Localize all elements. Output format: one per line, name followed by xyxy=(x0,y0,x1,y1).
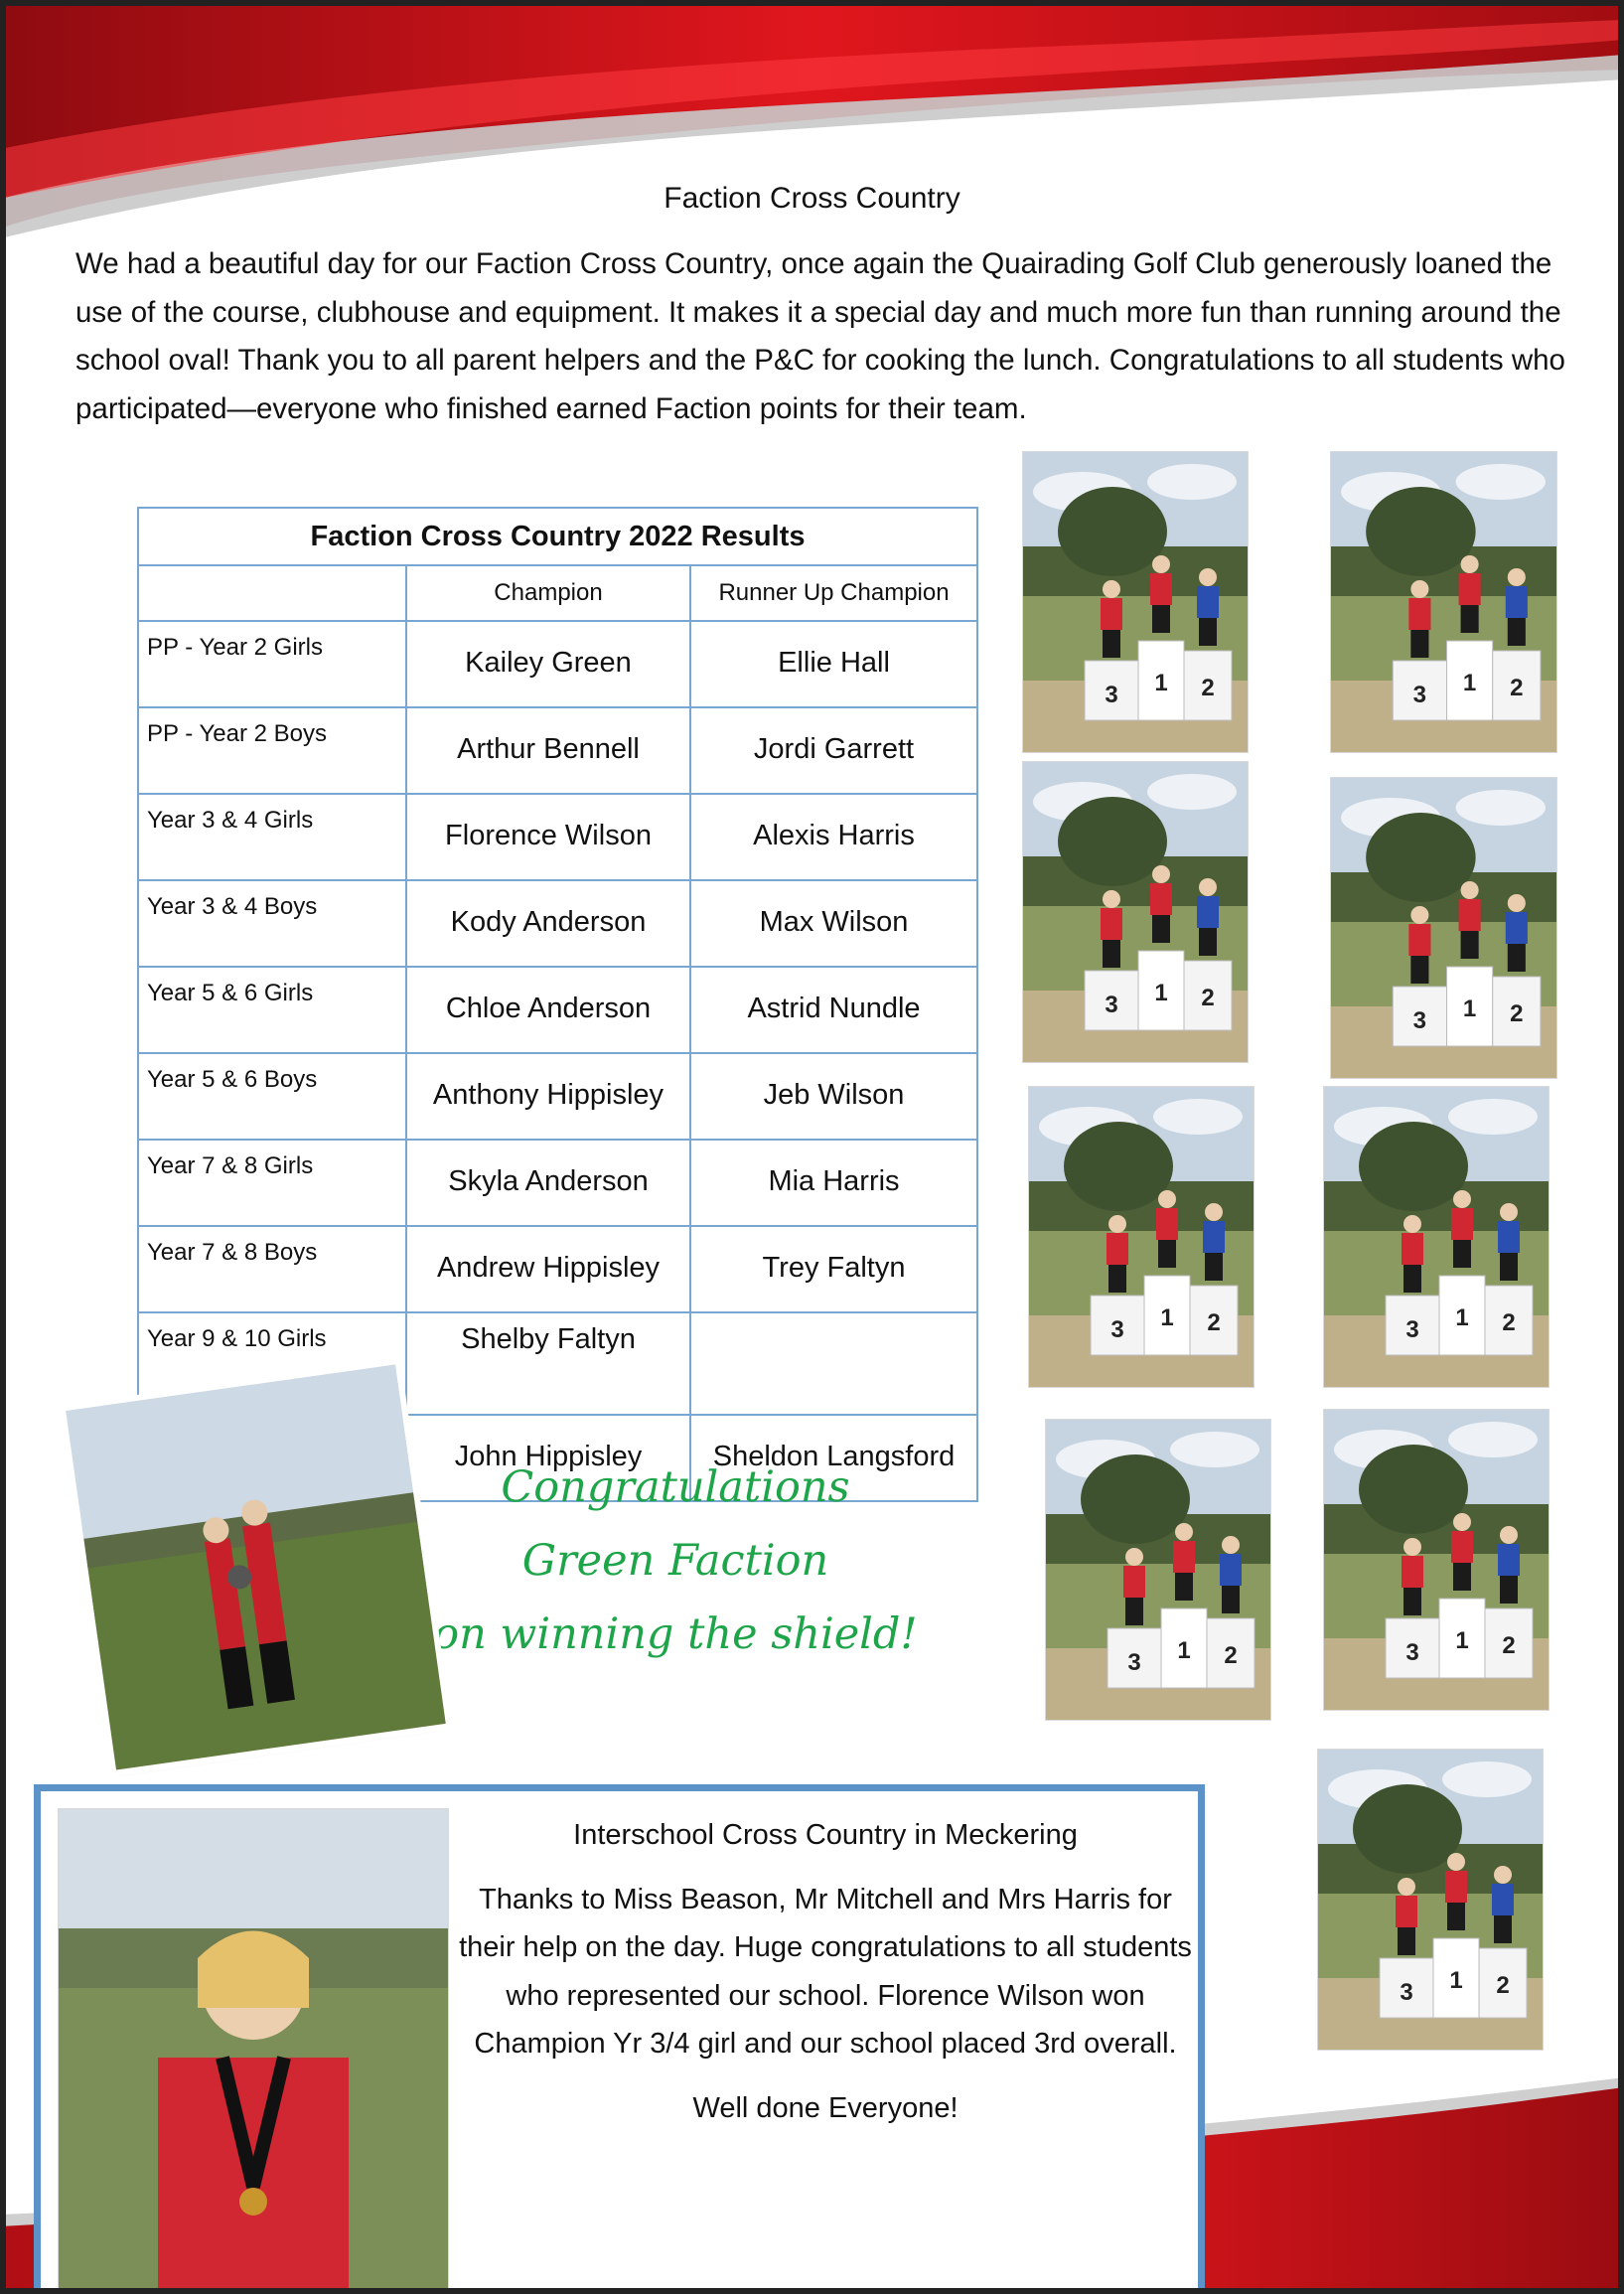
congrats-line-3: on winning the shield! xyxy=(433,1609,918,1659)
podium-number: 2 xyxy=(1496,1972,1510,1999)
interschool-closing: Well done Everyone! xyxy=(692,2091,959,2124)
podium-number: 1 xyxy=(1154,980,1168,1006)
podium-number: 1 xyxy=(1177,1637,1191,1664)
podium-illustration xyxy=(1318,1750,1543,2050)
champion-cell: Chloe Anderson xyxy=(406,967,690,1053)
page-title: Faction Cross Country xyxy=(664,182,960,215)
category-cell: PP - Year 2 Boys xyxy=(138,707,406,794)
runner-up-cell xyxy=(690,1312,977,1415)
champion-cell: Anthony Hippisley xyxy=(406,1053,690,1140)
category-cell: PP - Year 2 Girls xyxy=(138,621,406,707)
results-table xyxy=(137,507,978,1502)
podium-illustration xyxy=(1324,1087,1549,1387)
category-cell: Year 3 & 4 Girls xyxy=(138,794,406,880)
podium-photo xyxy=(1331,778,1556,1078)
champion-cell: Kailey Green xyxy=(406,621,690,707)
table-row xyxy=(138,621,977,707)
podium-number: 2 xyxy=(1510,675,1524,701)
podium-photo xyxy=(1331,452,1556,752)
podium-number: 3 xyxy=(1405,1639,1419,1666)
table-row xyxy=(138,967,977,1053)
podium-number: 2 xyxy=(1201,985,1215,1011)
table-row xyxy=(138,880,977,967)
podium-number: 3 xyxy=(1412,682,1427,708)
runner-up-cell: Ellie Hall xyxy=(690,621,977,707)
champion-cell: John Hippisley xyxy=(406,1415,690,1501)
podium-illustration xyxy=(1331,452,1556,752)
podium-illustration xyxy=(1023,452,1248,752)
category-cell: Year 7 & 8 Girls xyxy=(138,1140,406,1226)
category-cell: Year 5 & 6 Girls xyxy=(138,967,406,1053)
podium-photo xyxy=(1324,1410,1549,1710)
header-category xyxy=(138,565,406,621)
podium-illustration xyxy=(1023,762,1248,1062)
interschool-text xyxy=(458,1811,1193,2132)
header-runner-up: Runner Up Champion xyxy=(690,565,977,621)
podium-number: 2 xyxy=(1502,1632,1516,1659)
podium-illustration xyxy=(1324,1410,1549,1710)
congrats-line-2: Green Faction xyxy=(521,1536,829,1586)
category-cell: Year 5 & 6 Boys xyxy=(138,1053,406,1140)
podium-number: 1 xyxy=(1455,1304,1469,1331)
interschool-section xyxy=(34,1784,1205,2294)
podium-photo xyxy=(1029,1087,1254,1387)
medal-winner-illustration xyxy=(59,1809,448,2294)
podium-number: 2 xyxy=(1510,1000,1524,1027)
podium-photo xyxy=(1023,452,1248,752)
podium-illustration xyxy=(1046,1420,1270,1720)
podium-illustration xyxy=(1331,778,1556,1078)
congrats-line-1: Congratulations xyxy=(501,1462,850,1512)
champion-cell: Andrew Hippisley xyxy=(406,1226,690,1312)
table-row xyxy=(138,794,977,880)
podium-illustration xyxy=(1029,1087,1254,1387)
runner-up-cell: Max Wilson xyxy=(690,880,977,967)
category-cell: Year 3 & 4 Boys xyxy=(138,880,406,967)
shield-winners-photo xyxy=(66,1364,446,1769)
podium-number: 2 xyxy=(1502,1309,1516,1336)
podium-number: 1 xyxy=(1154,670,1168,696)
runner-up-cell: Jordi Garrett xyxy=(690,707,977,794)
podium-number: 2 xyxy=(1207,1309,1221,1336)
champion-cell: Skyla Anderson xyxy=(406,1140,690,1226)
podium-number: 3 xyxy=(1105,992,1118,1018)
results-header-row xyxy=(138,565,977,621)
podium-number: 3 xyxy=(1412,1007,1427,1034)
podium-number: 1 xyxy=(1462,670,1477,696)
interschool-title: Interschool Cross Country in Meckering xyxy=(573,1819,1078,1851)
podium-photo xyxy=(1046,1420,1270,1720)
runner-up-cell: Sheldon Langsford xyxy=(690,1415,977,1501)
runner-up-cell: Alexis Harris xyxy=(690,794,977,880)
podium-number: 1 xyxy=(1455,1627,1469,1654)
champion-cell: Shelby Faltyn xyxy=(406,1312,690,1415)
podium-photo xyxy=(1023,762,1248,1062)
medal-winner-photo xyxy=(59,1809,448,2294)
podium-number: 2 xyxy=(1224,1642,1238,1669)
podium-number: 3 xyxy=(1105,682,1118,708)
podium-number: 3 xyxy=(1400,1979,1413,2006)
header-champion: Champion xyxy=(406,565,690,621)
podium-number: 1 xyxy=(1462,995,1477,1022)
congratulations-message xyxy=(427,1451,924,1671)
champion-cell: Kody Anderson xyxy=(406,880,690,967)
runner-up-cell: Jeb Wilson xyxy=(690,1053,977,1140)
podium-number: 3 xyxy=(1110,1316,1124,1343)
podium-number: 3 xyxy=(1127,1649,1141,1676)
category-cell: Year 9 & 10 Girls xyxy=(138,1312,406,1415)
podium-photo xyxy=(1324,1087,1549,1387)
runner-up-cell: Trey Faltyn xyxy=(690,1226,977,1312)
category-cell: Year 7 & 8 Boys xyxy=(138,1226,406,1312)
champion-cell: Florence Wilson xyxy=(406,794,690,880)
runner-up-cell: Astrid Nundle xyxy=(690,967,977,1053)
results-table-caption: Faction Cross Country 2022 Results xyxy=(138,508,977,565)
table-row xyxy=(138,1053,977,1140)
podium-photo xyxy=(1318,1750,1543,2050)
table-row xyxy=(138,1226,977,1312)
table-row xyxy=(138,707,977,794)
intro-paragraph: We had a beautiful day for our Faction Cross Country, once again the Quairading Golf Club generously loaned the use of the course, clubhouse and equipment. It makes it a special day and much more fun than running around the school oval! Thank you to all parent helpers and the P&C for cooking the lunch. Congratulations to all students who participated—everyone who finished earned Faction points for their team. xyxy=(75,247,1565,425)
shield-winners-illustration xyxy=(66,1364,446,1769)
podium-number: 2 xyxy=(1201,675,1215,701)
runner-up-cell: Mia Harris xyxy=(690,1140,977,1226)
podium-number: 1 xyxy=(1449,1967,1463,1994)
champion-cell: Arthur Bennell xyxy=(406,707,690,794)
podium-number: 1 xyxy=(1160,1304,1174,1331)
table-row xyxy=(138,1140,977,1226)
interschool-body: Thanks to Miss Beason, Mr Mitchell and Mrs Harris for their help on the day. Huge congratulations to all students who represented our school. Florence Wilson won Champion Yr 3/4 girl and our school placed 3rd overall. xyxy=(459,1883,1192,2060)
podium-number: 3 xyxy=(1405,1316,1419,1343)
